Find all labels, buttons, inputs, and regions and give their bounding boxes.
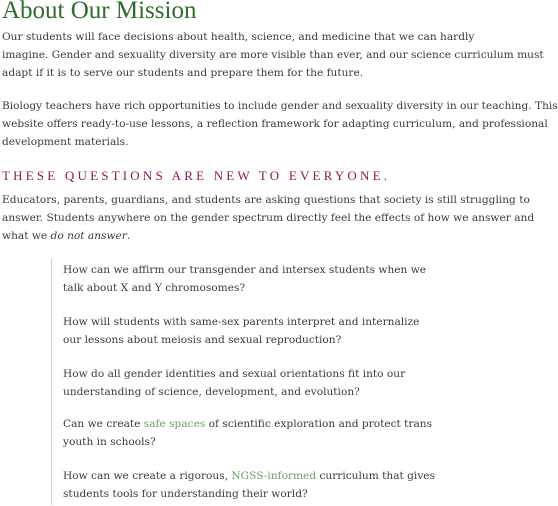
question-5	[63, 467, 463, 503]
text-line: How do all gender identities and sexual orientations fit into our	[63, 368, 406, 380]
ngss-informed-link[interactable]: NGSS-informed	[231, 470, 317, 482]
text-line: development materials.	[2, 136, 129, 148]
text-run: How can we create a rigorous,	[63, 470, 232, 482]
text-line	[2, 230, 130, 242]
text-line: talk about X and Y chromosomes?	[63, 282, 246, 294]
text-line	[63, 470, 435, 482]
text-line: youth in schools?	[63, 436, 156, 448]
text-line: Our students will face decisions about health, science, and medicine that we can hardly	[2, 31, 475, 43]
text-run: Can we create	[63, 418, 144, 430]
text-line: adapt if it is to serve our students and prepare them for the future.	[2, 67, 364, 79]
text-run: curriculum that gives	[316, 470, 436, 482]
emphasis-text: do not answer	[50, 230, 127, 242]
text-line: answer. Students anywhere on the gender spectrum directly feel the effects of how we answer and	[2, 212, 535, 224]
text-line: our lessons about meiosis and sexual reproduction?	[63, 334, 342, 346]
question-4	[63, 415, 463, 451]
text-line: imagine. Gender and sexuality diversity are more visible than ever, and our science curriculum must	[2, 49, 544, 61]
text-line: Educators, parents, guardians, and students are asking questions that society is still struggling to	[2, 194, 530, 206]
page-title: About Our Mission	[2, 0, 197, 24]
text-line: students tools for understanding their world?	[63, 488, 308, 500]
resources-paragraph	[2, 97, 558, 151]
text-line	[63, 418, 432, 430]
intro-paragraph	[2, 28, 544, 82]
questions-intro-paragraph	[2, 191, 535, 245]
safe-spaces-link[interactable]: safe spaces	[143, 418, 206, 430]
question-1	[63, 261, 463, 297]
question-3	[63, 365, 463, 401]
blockquote-border	[51, 259, 52, 505]
text-line: How can we affirm our transgender and intersex students when we	[63, 264, 427, 276]
text-line: Biology teachers have rich opportunities to include gender and sexuality diversity in our teaching. This	[2, 100, 558, 112]
text-run: .	[126, 230, 131, 242]
text-line: understanding of science, development, and evolution?	[63, 386, 360, 398]
section-subheading: THESE QUESTIONS ARE NEW TO EVERYONE.	[2, 168, 391, 183]
text-run: what we	[2, 230, 51, 242]
text-line: website offers ready-to-use lessons, a reflection framework for adapting curriculum, and professional	[2, 118, 548, 130]
question-2	[63, 313, 463, 349]
text-run: of scientific exploration and protect trans	[205, 418, 433, 430]
text-line: How will students with same-sex parents interpret and internalize	[63, 316, 420, 328]
